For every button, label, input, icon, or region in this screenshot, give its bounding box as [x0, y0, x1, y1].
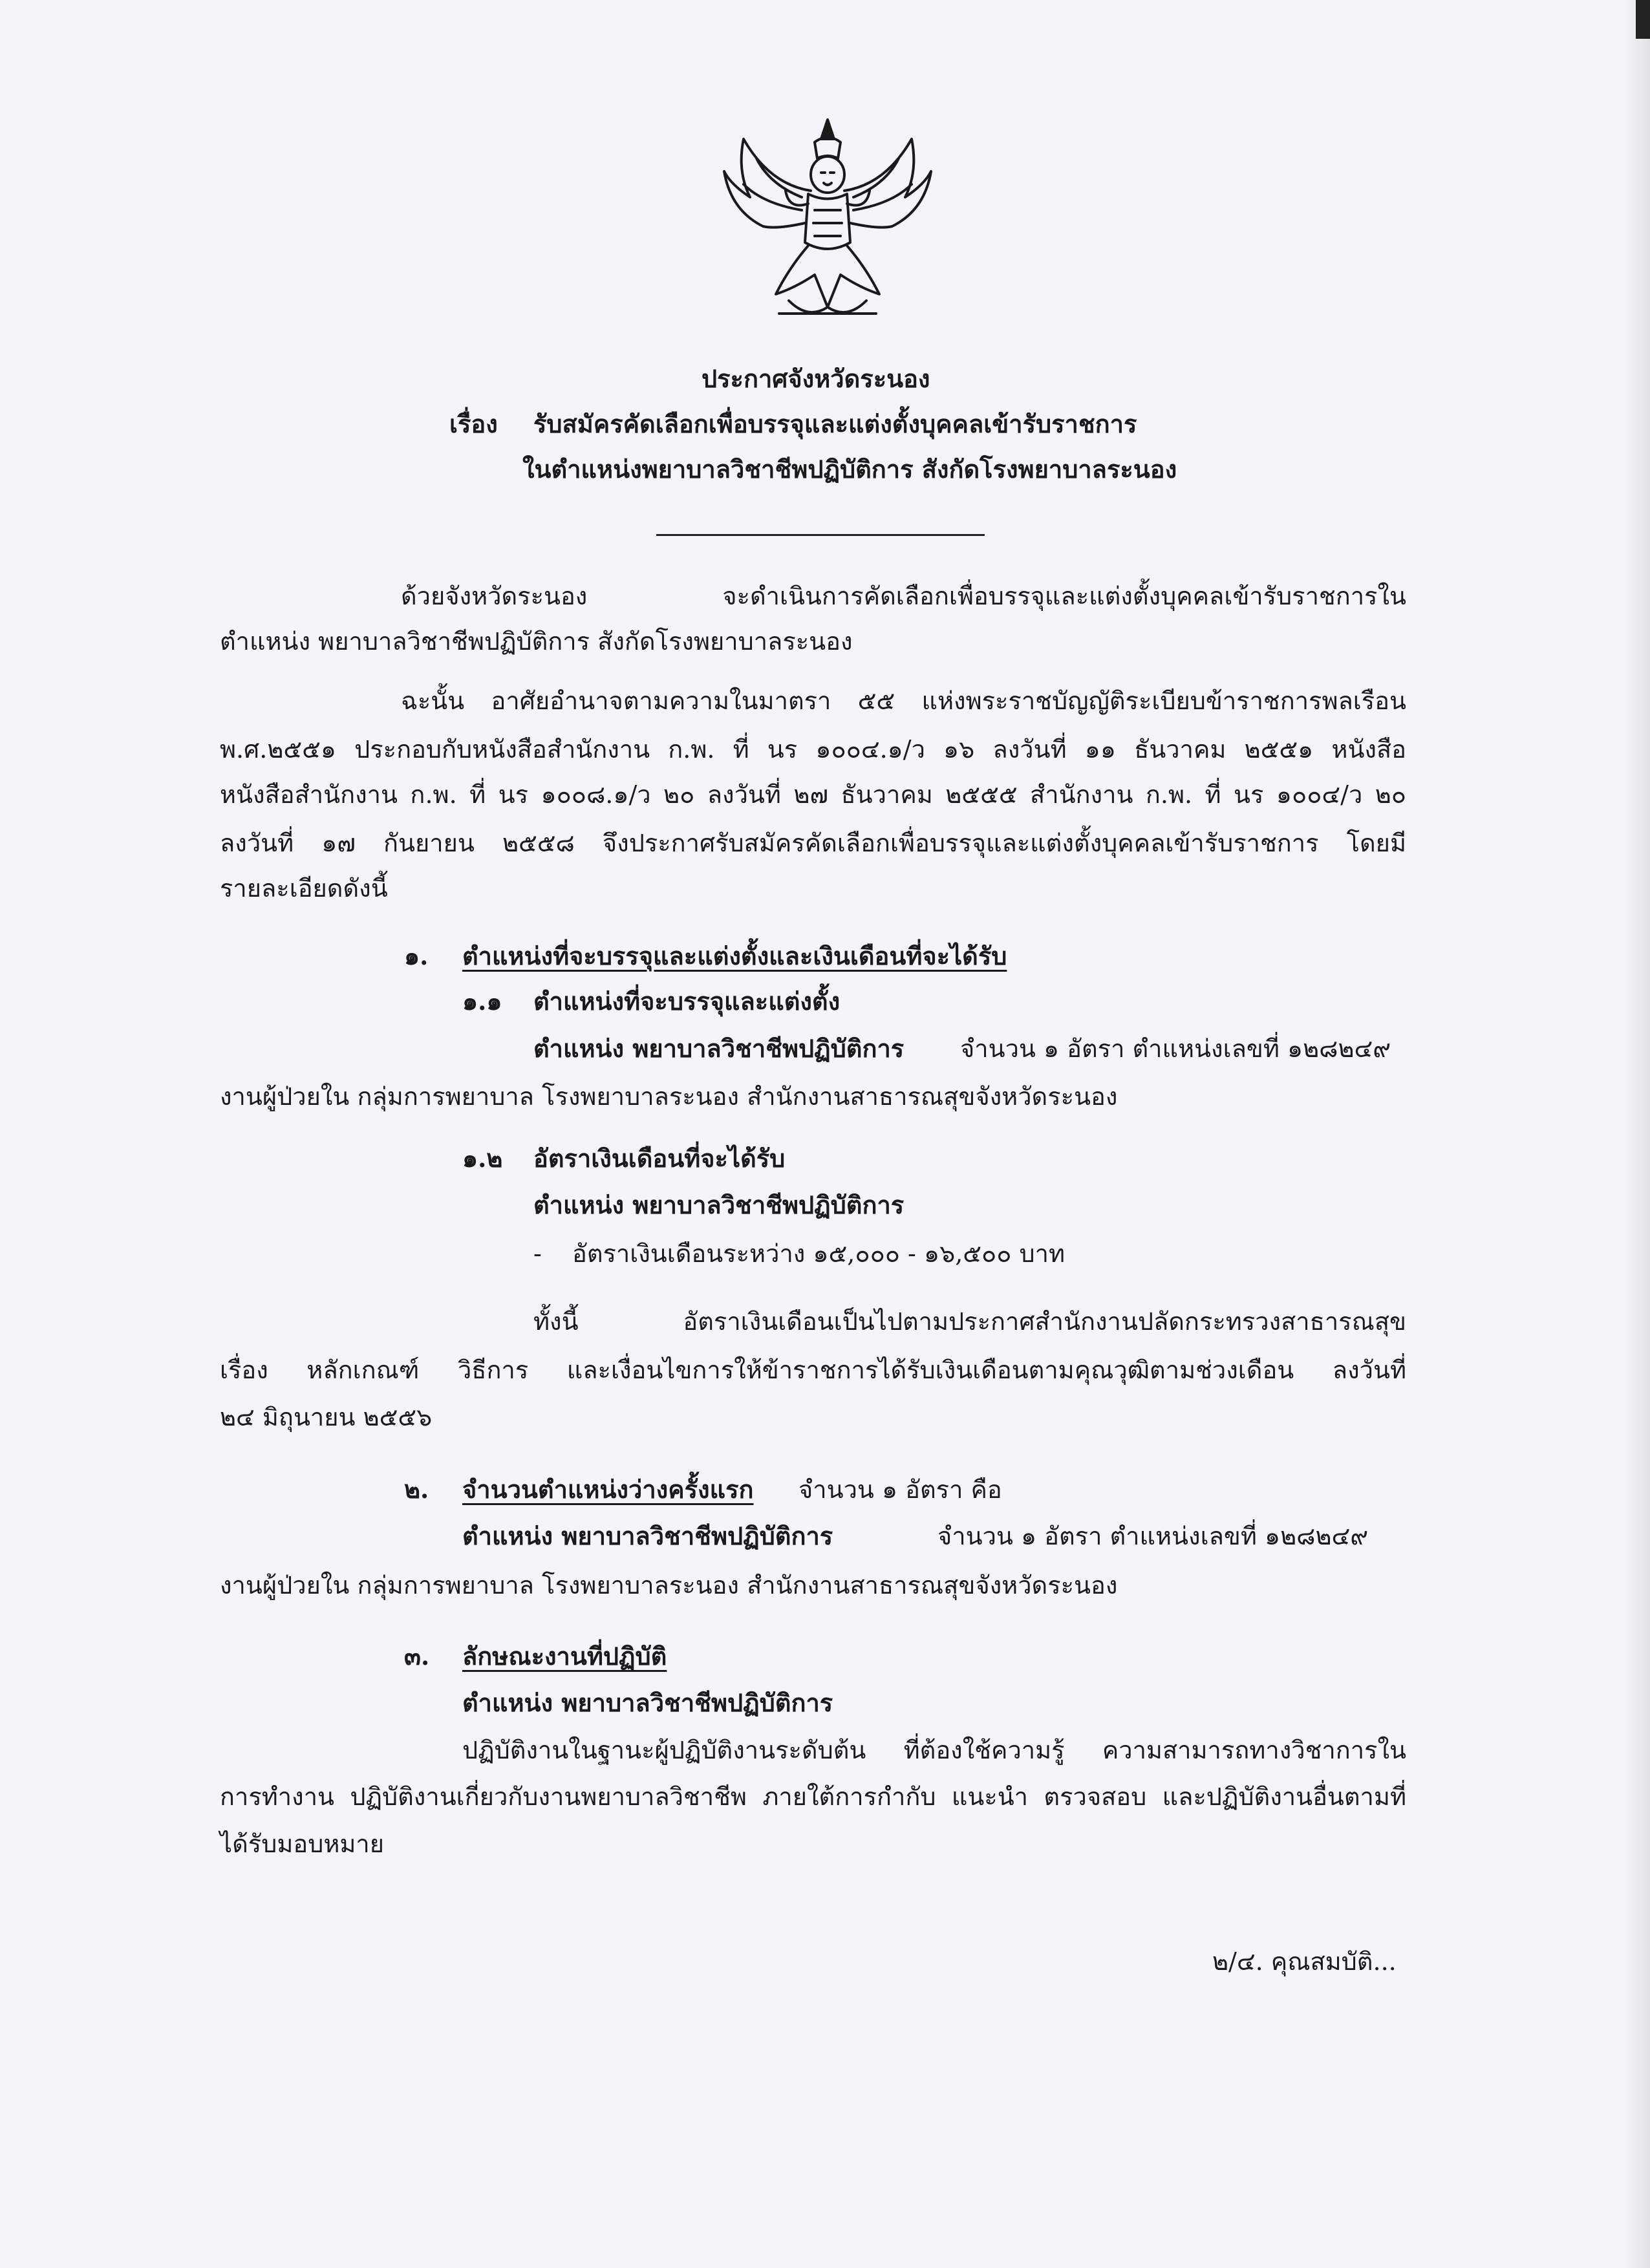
section2-position-detail: จำนวน ๑ อัตรา ตำแหน่งเลขที่ ๑๒๘๒๔๙	[938, 1522, 1369, 1550]
section2-position-label: ตำแหน่ง พยาบาลวิชาชีพปฏิบัติการ	[462, 1521, 833, 1550]
intro-p1-line1: ด้วยจังหวัดระนอง จะดำเนินการคัดเลือกเพื่อบรรจุและแต่งตั้งบุคคลเข้ารับราชการใน	[401, 582, 1406, 610]
subject-line-1: รับสมัครคัดเลือกเพื่อบรรจุและแต่งตั้งบุคคลเข้ารับราชการ	[533, 409, 1137, 438]
garuda-emblem-icon	[718, 113, 938, 333]
section2-heading-detail: จำนวน ๑ อัตรา คือ	[798, 1475, 1002, 1504]
salary-note-line3: ๒๔ มิถุนายน ๒๕๕๖	[220, 1403, 433, 1431]
intro-p2-line2: พ.ศ.๒๕๕๑ ประกอบกับหนังสือสำนักงาน ก.พ. ที่ นร ๑๐๐๔.๑/ว ๑๖ ลงวันที่ ๑๑ ธันวาคม ๒๕๕๑ หนังสือ	[220, 735, 1406, 764]
page-continuation: ๒/๔. คุณสมบัติ...	[1212, 1947, 1397, 1976]
section3-heading: ลักษณะงานที่ปฏิบัติ	[462, 1642, 667, 1671]
section3-position-label: ตำแหน่ง พยาบาลวิชาชีพปฏิบัติการ	[462, 1688, 833, 1717]
section1-heading: ตำแหน่งที่จะบรรจุและแต่งตั้งและเงินเดือนที่จะได้รับ	[462, 941, 1007, 970]
intro-p2-line1: ฉะนั้น อาศัยอำนาจตามความในมาตรา ๕๕ แห่งพระราชบัญญัติระเบียบข้าราชการพลเรือน	[401, 687, 1406, 715]
header-divider	[656, 534, 985, 536]
salary-range: อัตราเงินเดือนระหว่าง ๑๕,๐๐๐ - ๑๖,๕๐๐ บาท	[572, 1239, 1066, 1268]
salary-note-line1: ทั้งนี้ อัตราเงินเดือนเป็นไปตามประกาศสำนักงานปลัดกระทรวงสาธารณสุข	[533, 1307, 1406, 1336]
section2-heading: จำนวนตำแหน่งว่างครั้งแรก	[462, 1475, 754, 1504]
subject-line-2: ในตำแหน่งพยาบาลวิชาชีพปฏิบัติการ สังกัดโรงพยาบาลระนอง	[522, 455, 1177, 484]
announcement-title: ประกาศจังหวัดระนอง	[702, 364, 930, 393]
section1-1-position-label: ตำแหน่ง พยาบาลวิชาชีพปฏิบัติการ	[533, 1034, 905, 1063]
salary-bullet: -	[533, 1239, 542, 1268]
subject-label: เรื่อง	[449, 409, 498, 438]
section3-line3: ได้รับมอบหมาย	[220, 1830, 385, 1858]
scan-edge-mark	[1636, 0, 1650, 39]
intro-p2-line4: ลงวันที่ ๑๗ กันยายน ๒๕๕๘ จึงประกาศรับสมัครคัดเลือกเพื่อบรรจุและแต่งตั้งบุคคลเข้ารับราชการ โดยมี	[220, 829, 1406, 857]
intro-p1-line2: ตำแหน่ง พยาบาลวิชาชีพปฏิบัติการ สังกัดโรงพยาบาลระนอง	[220, 627, 853, 656]
intro-p2-line3: หนังสือสำนักงาน ก.พ. ที่ นร ๑๐๐๘.๑/ว ๒๐ ลงวันที่ ๒๗ ธันวาคม ๒๕๕๕ สำนักงาน ก.พ. ที่ นร ๑๐๐๔/ว ๒๐	[220, 780, 1406, 809]
section3-line1: ปฏิบัติงานในฐานะผู้ปฏิบัติงานระดับต้น ที่ต้องใช้ความรู้ ความสามารถทางวิชาการใน	[462, 1736, 1406, 1764]
intro-p2-line5: รายละเอียดดังนี้	[220, 874, 388, 903]
section2-number: ๒.	[404, 1475, 429, 1504]
section1-2-heading: อัตราเงินเดือนที่จะได้รับ	[533, 1144, 786, 1173]
section1-2-position-label: ตำแหน่ง พยาบาลวิชาชีพปฏิบัติการ	[533, 1190, 905, 1219]
section1-1-heading: ตำแหน่งที่จะบรรจุและแต่งตั้ง	[533, 987, 841, 1016]
section1-1-position-detail: จำนวน ๑ อัตรา ตำแหน่งเลขที่ ๑๒๘๒๔๙	[960, 1034, 1391, 1063]
section1-number: ๑.	[404, 941, 429, 970]
section3-line2: การทำงาน ปฏิบัติงานเกี่ยวกับงานพยาบาลวิชาชีพ ภายใต้การกำกับ แนะนำ ตรวจสอบ และปฏิบัติงานอื่นตามที่	[220, 1782, 1406, 1811]
section1-1-number: ๑.๑	[462, 987, 502, 1016]
salary-note-line2: เรื่อง หลักเกณฑ์ วิธีการ และเงื่อนไขการให้ข้าราชการได้รับเงินเดือนตามคุณวุฒิตามช่วงเดือน ลงวันที่	[220, 1356, 1406, 1384]
section2-line2: งานผู้ป่วยใน กลุ่มการพยาบาล โรงพยาบาลระนอง สำนักงานสาธารณสุขจังหวัดระนอง	[220, 1571, 1118, 1599]
section3-number: ๓.	[404, 1642, 430, 1671]
scan-edge-shadow	[1624, 0, 1650, 2268]
section1-2-number: ๑.๒	[462, 1144, 503, 1173]
section1-1-line2: งานผู้ป่วยใน กลุ่มการพยาบาล โรงพยาบาลระนอง สำนักงานสาธารณสุขจังหวัดระนอง	[220, 1082, 1118, 1111]
